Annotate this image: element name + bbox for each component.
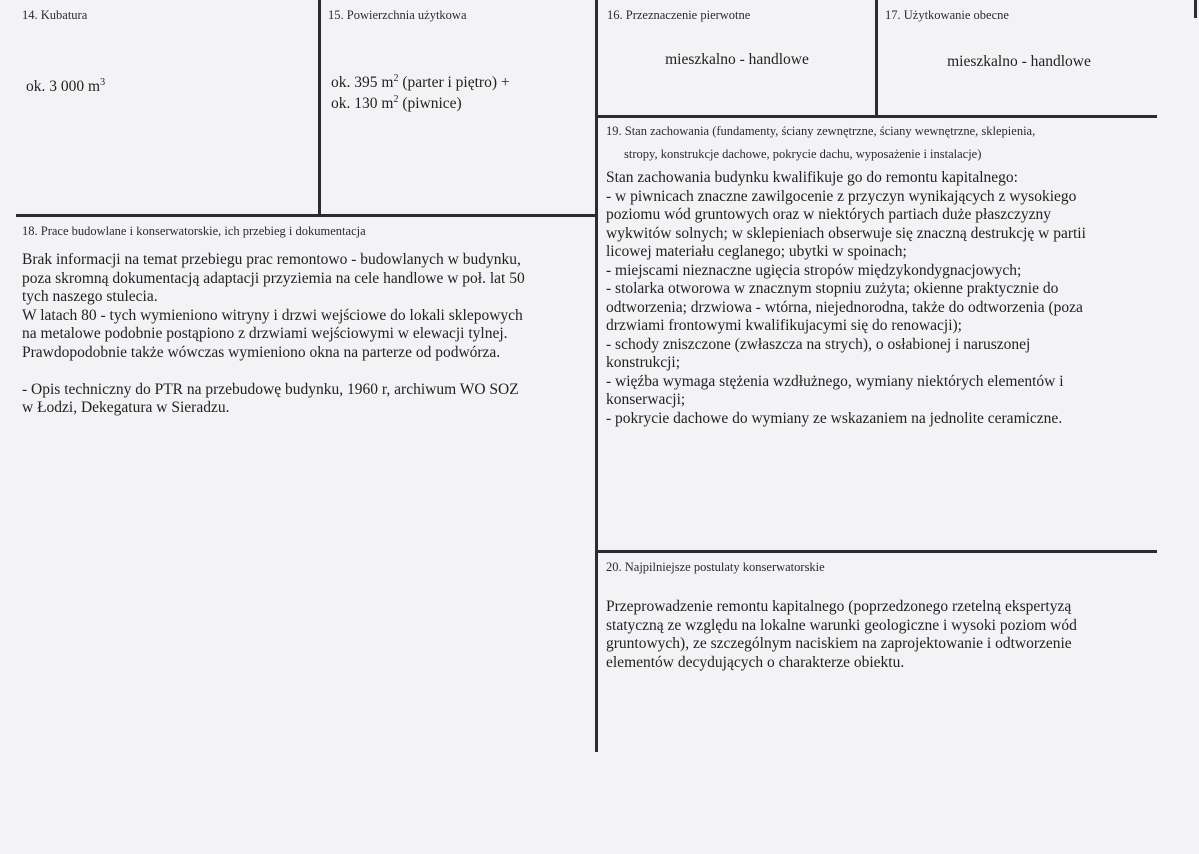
divider-col2 — [595, 0, 598, 752]
divider-row-18 — [16, 214, 596, 217]
field-19-line: Stan zachowania budynku kwalifikuje go do remontu kapitalnego: — [606, 169, 1018, 186]
field-15-line-1 — [331, 72, 510, 93]
field-19-line: drzwiami frontowymi kwalifikujacymi się do renowacji); — [606, 317, 962, 334]
field-15-label: 15. Powierzchnia użytkowa — [328, 8, 467, 22]
field-20-line: gruntowych), ze szczególnym naciskiem na zaprojektowanie i odtworzenie — [606, 635, 1072, 652]
divider-row-20 — [597, 550, 1157, 553]
field-15-line-2-exponent: 2 — [393, 94, 399, 105]
field-19-line: wykwitów solnych; w sklepieniach obserwuje się znaczną destrukcję w partii — [606, 224, 1086, 242]
field-20-text — [606, 598, 1134, 672]
field-18-line: poza skromną dokumentacją adaptacji przyziemia na cele handlowe w poł. lat 50 — [22, 269, 525, 287]
field-19-line: - stolarka otworowa w znacznym stopniu zużyta; okienne praktycznie do — [606, 280, 1059, 297]
field-14-value-exponent: 3 — [100, 77, 106, 88]
field-14-label: 14. Kubatura — [22, 8, 88, 22]
field-19-line: poziomu wód gruntowych oraz w niektórych partiach duże płaszczyzny — [606, 206, 1052, 223]
field-19-line: - w piwnicach znaczne zawilgocenie z przyczyn wynikających z wysokiego — [606, 187, 1077, 205]
field-19-line: konserwacji; — [606, 391, 686, 408]
field-14-value-text: ok. 3 000 m — [26, 78, 101, 95]
field-18-documentation: - Opis techniczny do PTR na przebudowę budynku, 1960 r, archiwum WO SOZ — [22, 380, 519, 398]
field-18-documentation: w Łodzi, Dekegatura w Sieradzu. — [22, 399, 230, 416]
field-15-line-2 — [331, 93, 510, 114]
field-15-line-1-suffix: (parter i piętro) + — [398, 74, 510, 91]
divider-right-edge — [1194, 0, 1197, 18]
field-18-line: Prawdopodobnie także wówczas wymieniono okna na parterze od podwórza. — [22, 343, 501, 361]
field-15-line-1-prefix: ok. 395 m — [331, 74, 394, 91]
field-18-label: 18. Prace budowlane i konserwatorskie, ich przebieg i dokumentacja — [22, 224, 366, 238]
field-20-line: elementów decydujących o charakterze obiektu. — [606, 653, 905, 671]
field-20-line: Przeprowadzenie remontu kapitalnego (poprzedzonego rzetelną ekspertyzą — [606, 598, 1072, 615]
divider-row-16-17 — [597, 115, 1157, 118]
field-19-line: - więźba wymaga stężenia wzdłużnego, wymiany niektórych elementów i — [606, 372, 1064, 390]
field-19-line: odtworzenia; drzwiowa - wtórna, niejednorodna, także do odtworzenia (poza — [606, 298, 1083, 316]
field-15-value — [331, 72, 510, 114]
field-19-label: 19. Stan zachowania (fundamenty, ściany zewnętrzne, ściany wewnętrzne, sklepienia, — [606, 124, 1036, 138]
field-19-line: licowej materiału ceglanego; ubytki w spoinach; — [606, 243, 907, 260]
field-19-label-cont: stropy, konstrukcje dachowe, pokrycie dachu, wyposażenie i instalacje) — [624, 147, 982, 161]
field-18-text — [22, 251, 584, 418]
field-20-label: 20. Najpilniejsze postulaty konserwatorskie — [606, 560, 825, 574]
field-19-line: konstrukcji; — [606, 354, 681, 371]
field-14-value — [26, 76, 105, 97]
field-18-line: Brak informacji na temat przebiegu prac remontowo - budowlanych w budynku, — [22, 251, 521, 268]
field-18-line: W latach 80 - tych wymieniono witryny i drzwi wejściowe do lokali sklepowych — [22, 306, 523, 324]
field-16-label: 16. Przeznaczenie pierwotne — [607, 8, 751, 22]
field-18-line: na metalowe podobnie postąpiono z drzwiami wejściowymi w elewacji tylnej. — [22, 325, 508, 342]
field-17-value: mieszkalno - handlowe — [947, 53, 1091, 70]
field-16-value: mieszkalno - handlowe — [665, 51, 809, 68]
field-19-text — [606, 169, 1154, 428]
field-15-line-1-exponent: 2 — [393, 73, 399, 84]
field-19-line: - pokrycie dachowe do wymiany ze wskazaniem na jednolite ceramiczne. — [606, 409, 1063, 427]
divider-col1 — [318, 0, 321, 215]
field-20-line: statyczną ze względu na lokalne warunki geologiczne i wysoki poziom wód — [606, 616, 1077, 634]
field-19-line: - schody zniszczone (zwłaszcza na strych), o osłabionej i naruszonej — [606, 335, 1031, 353]
field-17-label: 17. Użytkowanie obecne — [885, 8, 1009, 22]
field-15-line-2-prefix: ok. 130 m — [331, 95, 394, 112]
field-15-line-2-suffix: (piwnice) — [398, 95, 462, 112]
field-19-line: - miejscami nieznaczne ugięcia stropów międzykondygnacjowych; — [606, 261, 1022, 279]
field-18-line: tych naszego stulecia. — [22, 288, 158, 305]
